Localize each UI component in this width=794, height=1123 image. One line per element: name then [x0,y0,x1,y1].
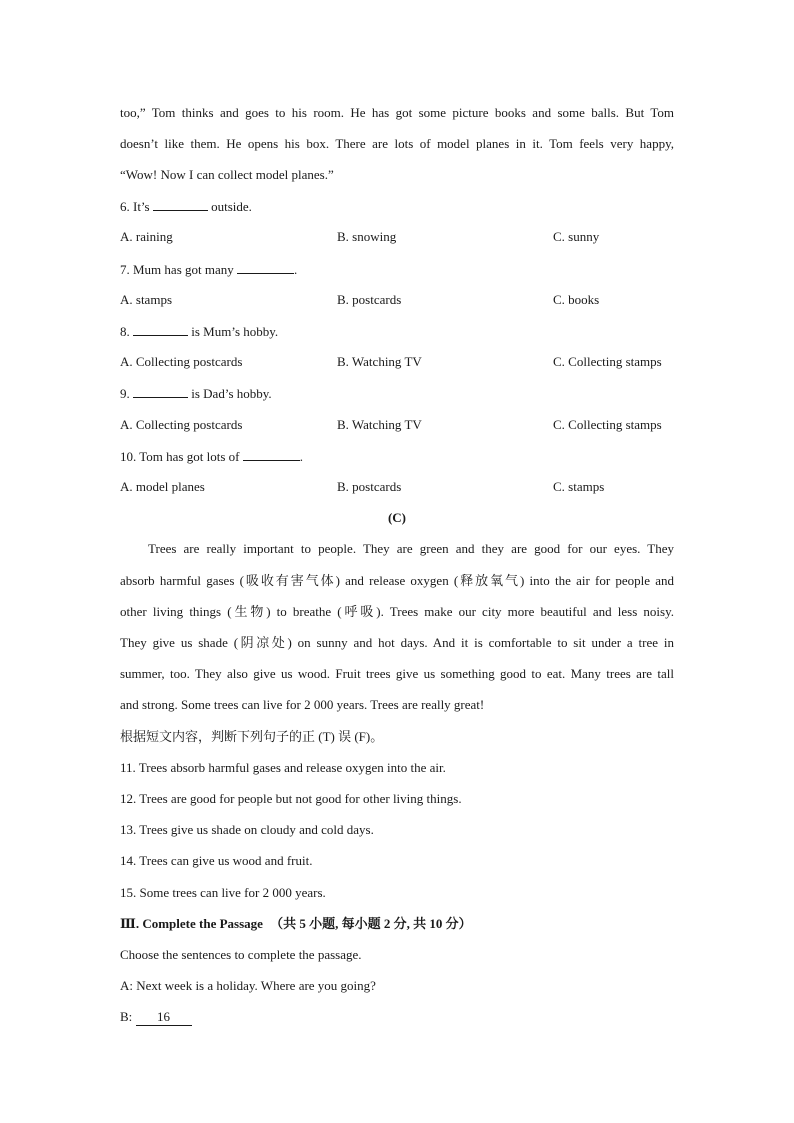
statement-14: 14. Trees can give us wood and fruit. [120,853,313,868]
option-c: C. sunny [553,229,600,244]
passage-line: Trees are really important to people. They are green and they are good for our eyes. They [148,541,674,556]
option-b: B. postcards [337,479,402,494]
passage-line: They give us shade (阴凉处) on sunny and hot days. And it is comfortable to sit under a tree in [120,635,674,650]
question-8: 8. is Mum’s hobby. [120,324,279,339]
statement-11: 11. Trees absorb harmful gases and release oxygen into the air. [120,760,446,775]
answer-blank-16: 16 [136,1009,192,1026]
option-b: B. Watching TV [337,354,422,369]
option-a: A. Collecting postcards [120,417,243,432]
passage-line: too,” Tom thinks and goes to his room. He has got some picture books and some balls. But Tom [120,105,674,120]
answer-blank [237,261,294,274]
dialog-line-a: A: Next week is a holiday. Where are you going? [120,978,376,993]
passage-line: other living things (生物) to breathe (呼吸). Trees make our city more beautiful and less noisy. [120,604,674,619]
answer-blank [243,448,300,461]
section-c-instruction: 根据短文内容，判断下列句子的正 (T) 误 (F)。 [120,729,384,744]
section-3-score: （共 5 小题, 每小题 2 分, 共 10 分） [270,916,472,931]
question-9: 9. is Dad’s hobby. [120,386,272,401]
option-c: C. stamps [553,479,605,494]
section-3-title: Ⅲ. Complete the Passage [120,916,263,931]
option-a: A. raining [120,229,173,244]
answer-blank [133,323,188,336]
option-a: A. Collecting postcards [120,354,243,369]
section-3-heading [120,916,674,932]
section-3-instruction: Choose the sentences to complete the passage. [120,947,362,962]
question-7: 7. Mum has got many . [120,262,298,277]
statement-12: 12. Trees are good for people but not good for other living things. [120,791,462,806]
answer-blank [153,198,208,211]
passage-line: “Wow! Now I can collect model planes.” [120,167,334,182]
option-a: A. model planes [120,479,205,494]
option-a: A. stamps [120,292,172,307]
question-10: 10. Tom has got lots of . [120,449,303,464]
section-c-heading: (C) [387,510,407,525]
option-c: C. Collecting stamps [553,417,662,432]
answer-blank [133,385,188,398]
option-b: B. postcards [337,292,402,307]
passage-line: doesn’t like them. He opens his box. There are lots of model planes in it. Tom feels very happy, [120,136,674,151]
passage-line: absorb harmful gases (吸收有害气体) and release oxygen (释放氧气) into the air for people and [120,573,674,588]
statement-15: 15. Some trees can live for 2 000 years. [120,885,326,900]
statement-13: 13. Trees give us shade on cloudy and cold days. [120,822,374,837]
option-c: C. Collecting stamps [553,354,662,369]
question-6: 6. It’s outside. [120,199,252,214]
option-c: C. books [553,292,600,307]
option-b: B. snowing [337,229,397,244]
dialog-line-b: B: 16 [120,1009,674,1026]
passage-line: and strong. Some trees can live for 2 000 years. Trees are really great! [120,697,485,712]
passage-line: summer, too. They also give us wood. Fruit trees give us something good to eat. Many trees are tall [120,666,674,681]
option-b: B. Watching TV [337,417,422,432]
